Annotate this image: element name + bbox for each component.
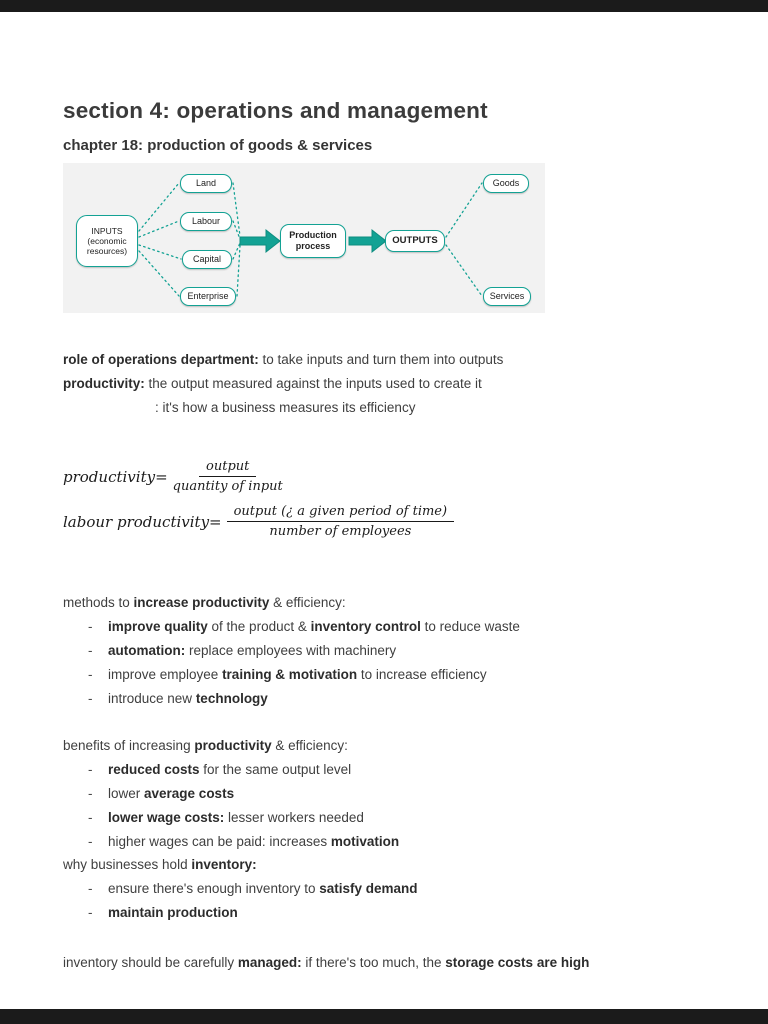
formula-lhs: productivity= <box>63 467 168 486</box>
role-of-operations-line: role of operations department: to take inputs and turn them into outputs <box>63 352 504 367</box>
bullet-dash: - <box>88 690 93 706</box>
list-item-text: automation: replace employees with machinery <box>108 642 397 658</box>
bullet-dash: - <box>88 809 93 825</box>
formulas-block <box>63 459 705 539</box>
benefits-section <box>63 734 705 853</box>
bullet-dash: - <box>88 785 93 801</box>
bullet-dash: - <box>88 642 93 658</box>
labour-productivity-formula <box>63 504 705 539</box>
list-item-text: ensure there's enough inventory to satisfy demand <box>108 881 418 897</box>
bullet-dash: - <box>88 833 93 849</box>
list-item <box>63 877 705 901</box>
list-item <box>63 758 705 782</box>
list-item <box>63 901 705 925</box>
list-item-text: lower wage costs: lesser workers needed <box>108 809 364 825</box>
list-item-text: higher wages can be paid: increases motivation <box>108 833 400 849</box>
list-item <box>63 782 705 806</box>
methods-heading: methods to increase productivity & efficiency: <box>63 595 346 611</box>
bullet-dash: - <box>88 881 93 897</box>
formula-fraction: $\frac{\text{output (¿ a given period of time)}}{\text{number of employees}}$ <box>227 504 454 539</box>
definitions-block <box>63 348 705 419</box>
inputs-label: INPUTS <box>91 225 123 236</box>
formula-lhs: labour productivity= <box>63 512 222 531</box>
list-item-text: improve employee training & motivation to increase efficiency <box>108 666 487 682</box>
list-item <box>63 615 705 639</box>
methods-section <box>63 591 705 710</box>
factor-box-capital: Capital <box>182 250 232 269</box>
list-item <box>63 639 705 663</box>
list-item-text: maintain production <box>108 904 238 920</box>
factor-box-labour: Labour <box>180 212 232 231</box>
productivity-continuation-line: : it's how a business measures its efficiency <box>155 399 416 415</box>
chapter-title: chapter 18: production of goods & services <box>63 137 373 154</box>
outputs-box: OUTPUTS <box>385 230 445 252</box>
page-content <box>0 12 768 975</box>
bullet-dash: - <box>88 904 93 920</box>
inventory-heading: why businesses hold inventory: <box>63 857 257 873</box>
productivity-definition-line: productivity: the output measured against the inputs used to create it <box>63 375 482 391</box>
productivity-formula <box>63 459 705 494</box>
production-process-box: Production process <box>280 224 346 258</box>
bottom-bar <box>0 1009 768 1024</box>
factor-box-land: Land <box>180 174 232 193</box>
list-item <box>63 830 705 854</box>
result-box-goods: Goods <box>483 174 529 193</box>
top-bar <box>0 0 768 12</box>
inventory-note-line: inventory should be carefully managed: if there's too much, the storage costs are high <box>63 954 590 970</box>
bullet-dash: - <box>88 619 93 635</box>
list-item <box>63 663 705 687</box>
bullet-dash: - <box>88 762 93 778</box>
list-item-text: lower average costs <box>108 785 235 801</box>
list-item <box>63 806 705 830</box>
arrow-to-process <box>240 230 280 252</box>
list-item <box>63 687 705 711</box>
factor-box-enterprise: Enterprise <box>180 287 236 306</box>
arrow-to-outputs <box>349 230 386 252</box>
list-item-text: improve quality of the product & inventory control to reduce waste <box>108 619 520 635</box>
formula-fraction: $\frac{\text{output}}{\text{quantity of input}}$ <box>172 459 283 495</box>
inputs-box: INPUTS (economic resources) <box>76 215 138 267</box>
list-item-text: reduced costs for the same output level <box>108 762 352 778</box>
benefits-heading: benefits of increasing productivity & efficiency: <box>63 738 348 754</box>
list-item-text: introduce new technology <box>108 690 268 706</box>
inventory-section <box>63 853 705 924</box>
page-title: section 4: operations and management <box>63 98 488 123</box>
production-process-diagram <box>63 163 545 313</box>
bullet-dash: - <box>88 666 93 682</box>
result-box-services: Services <box>483 287 531 306</box>
